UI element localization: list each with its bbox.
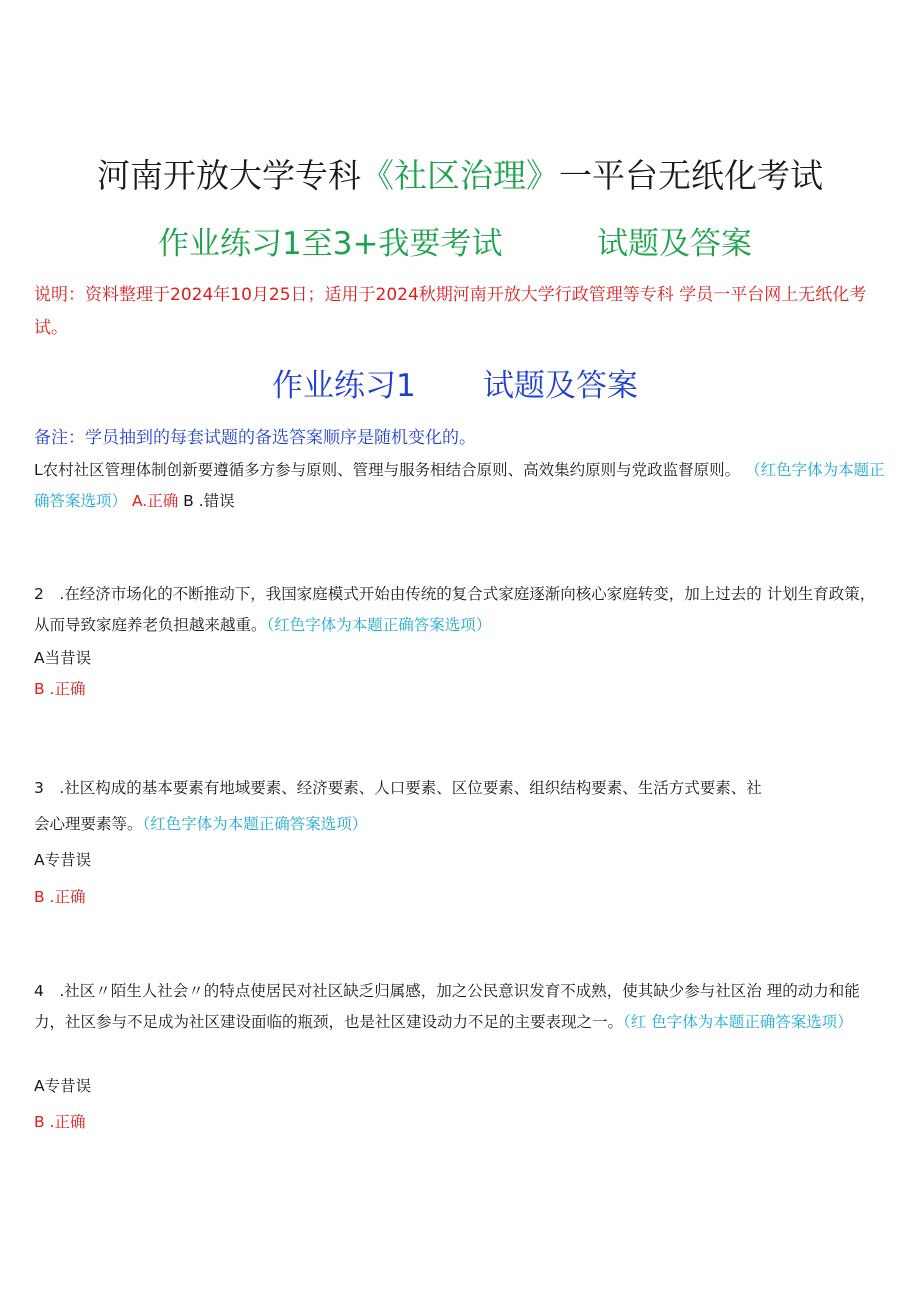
title-part-2: 《社区治理》 bbox=[361, 156, 559, 195]
question-2-text: 2 .在经济市场化的不断推动下，我国家庭模式开始由传统的复合式家庭逐渐向核心家庭转变，加上过去的 计划生育政策，从而导致家庭养老负担越来越重。 bbox=[34, 585, 876, 634]
question-1-hint: （红色字体为本题正确答案选项） bbox=[34, 461, 885, 510]
title-part-3: 一平台无纸化考试 bbox=[559, 156, 823, 195]
explanation-note: 说明：资料整理于2024年10月25日；适用于2024秋期河南开放大学行政管理等专科 学员一平台网上无纸化考试。 bbox=[34, 285, 867, 338]
subtitle-left: 作业练习1至3+我要考试 bbox=[158, 226, 503, 262]
question-4-option-a: A专昔误 bbox=[34, 1077, 92, 1095]
title-part-1: 河南开放大学专科 bbox=[97, 156, 361, 195]
question-1-other-option: B .错误 bbox=[183, 492, 235, 510]
section-remark: 备注：学员抽到的每套试题的备选答案顺序是随机变化的。 bbox=[34, 428, 476, 448]
question-2-option-b: B .正确 bbox=[34, 680, 86, 698]
question-1-text: L农村社区管理体制创新要遵循多方参与原则、管理与服务相结合原则、高效集约原则与党政监督原则。 bbox=[34, 461, 741, 479]
question-3-option-b: B .正确 bbox=[34, 888, 86, 906]
question-4 bbox=[34, 976, 890, 1038]
subtitle-right: 试题及答案 bbox=[597, 226, 752, 262]
question-4-option-b: B .正确 bbox=[34, 1113, 86, 1131]
section-title-right: 试题及答案 bbox=[483, 368, 638, 404]
question-4-text: 4 .社区〃陌生人社会〃的特点使居民对社区缺乏归属感，加之公民意识发育不成熟，使其缺少参与社区治 理的动力和能力，社区参与不足成为社区建设面临的瓶颈，也是社区建设动力不足的主要表现之一。 bbox=[34, 982, 860, 1031]
question-3-option-a: A专昔误 bbox=[34, 851, 92, 869]
question-3-line-2 bbox=[34, 809, 890, 840]
question-1-correct-option: A.正确 bbox=[131, 492, 179, 510]
question-3-hint: （红色字体为本题正确答案选项） bbox=[142, 815, 368, 833]
document-title bbox=[0, 154, 920, 198]
section-title-left: 作业练习1 bbox=[272, 368, 416, 404]
question-2-hint: （红色字体为本题正确答案选项） bbox=[266, 616, 492, 634]
question-1 bbox=[34, 455, 890, 517]
question-4-hint: （红 色字体为本题正确答案选项） bbox=[623, 1013, 853, 1031]
question-3-line-1: 3 .社区构成的基本要素有地域要素、经济要素、人口要素、区位要素、组织结构要素、生活方式要素、社 bbox=[34, 779, 762, 797]
question-2-option-a: A当昔误 bbox=[34, 649, 92, 667]
question-2 bbox=[34, 579, 890, 641]
question-3-text-line-2: 会心理要素等。 bbox=[34, 815, 143, 833]
